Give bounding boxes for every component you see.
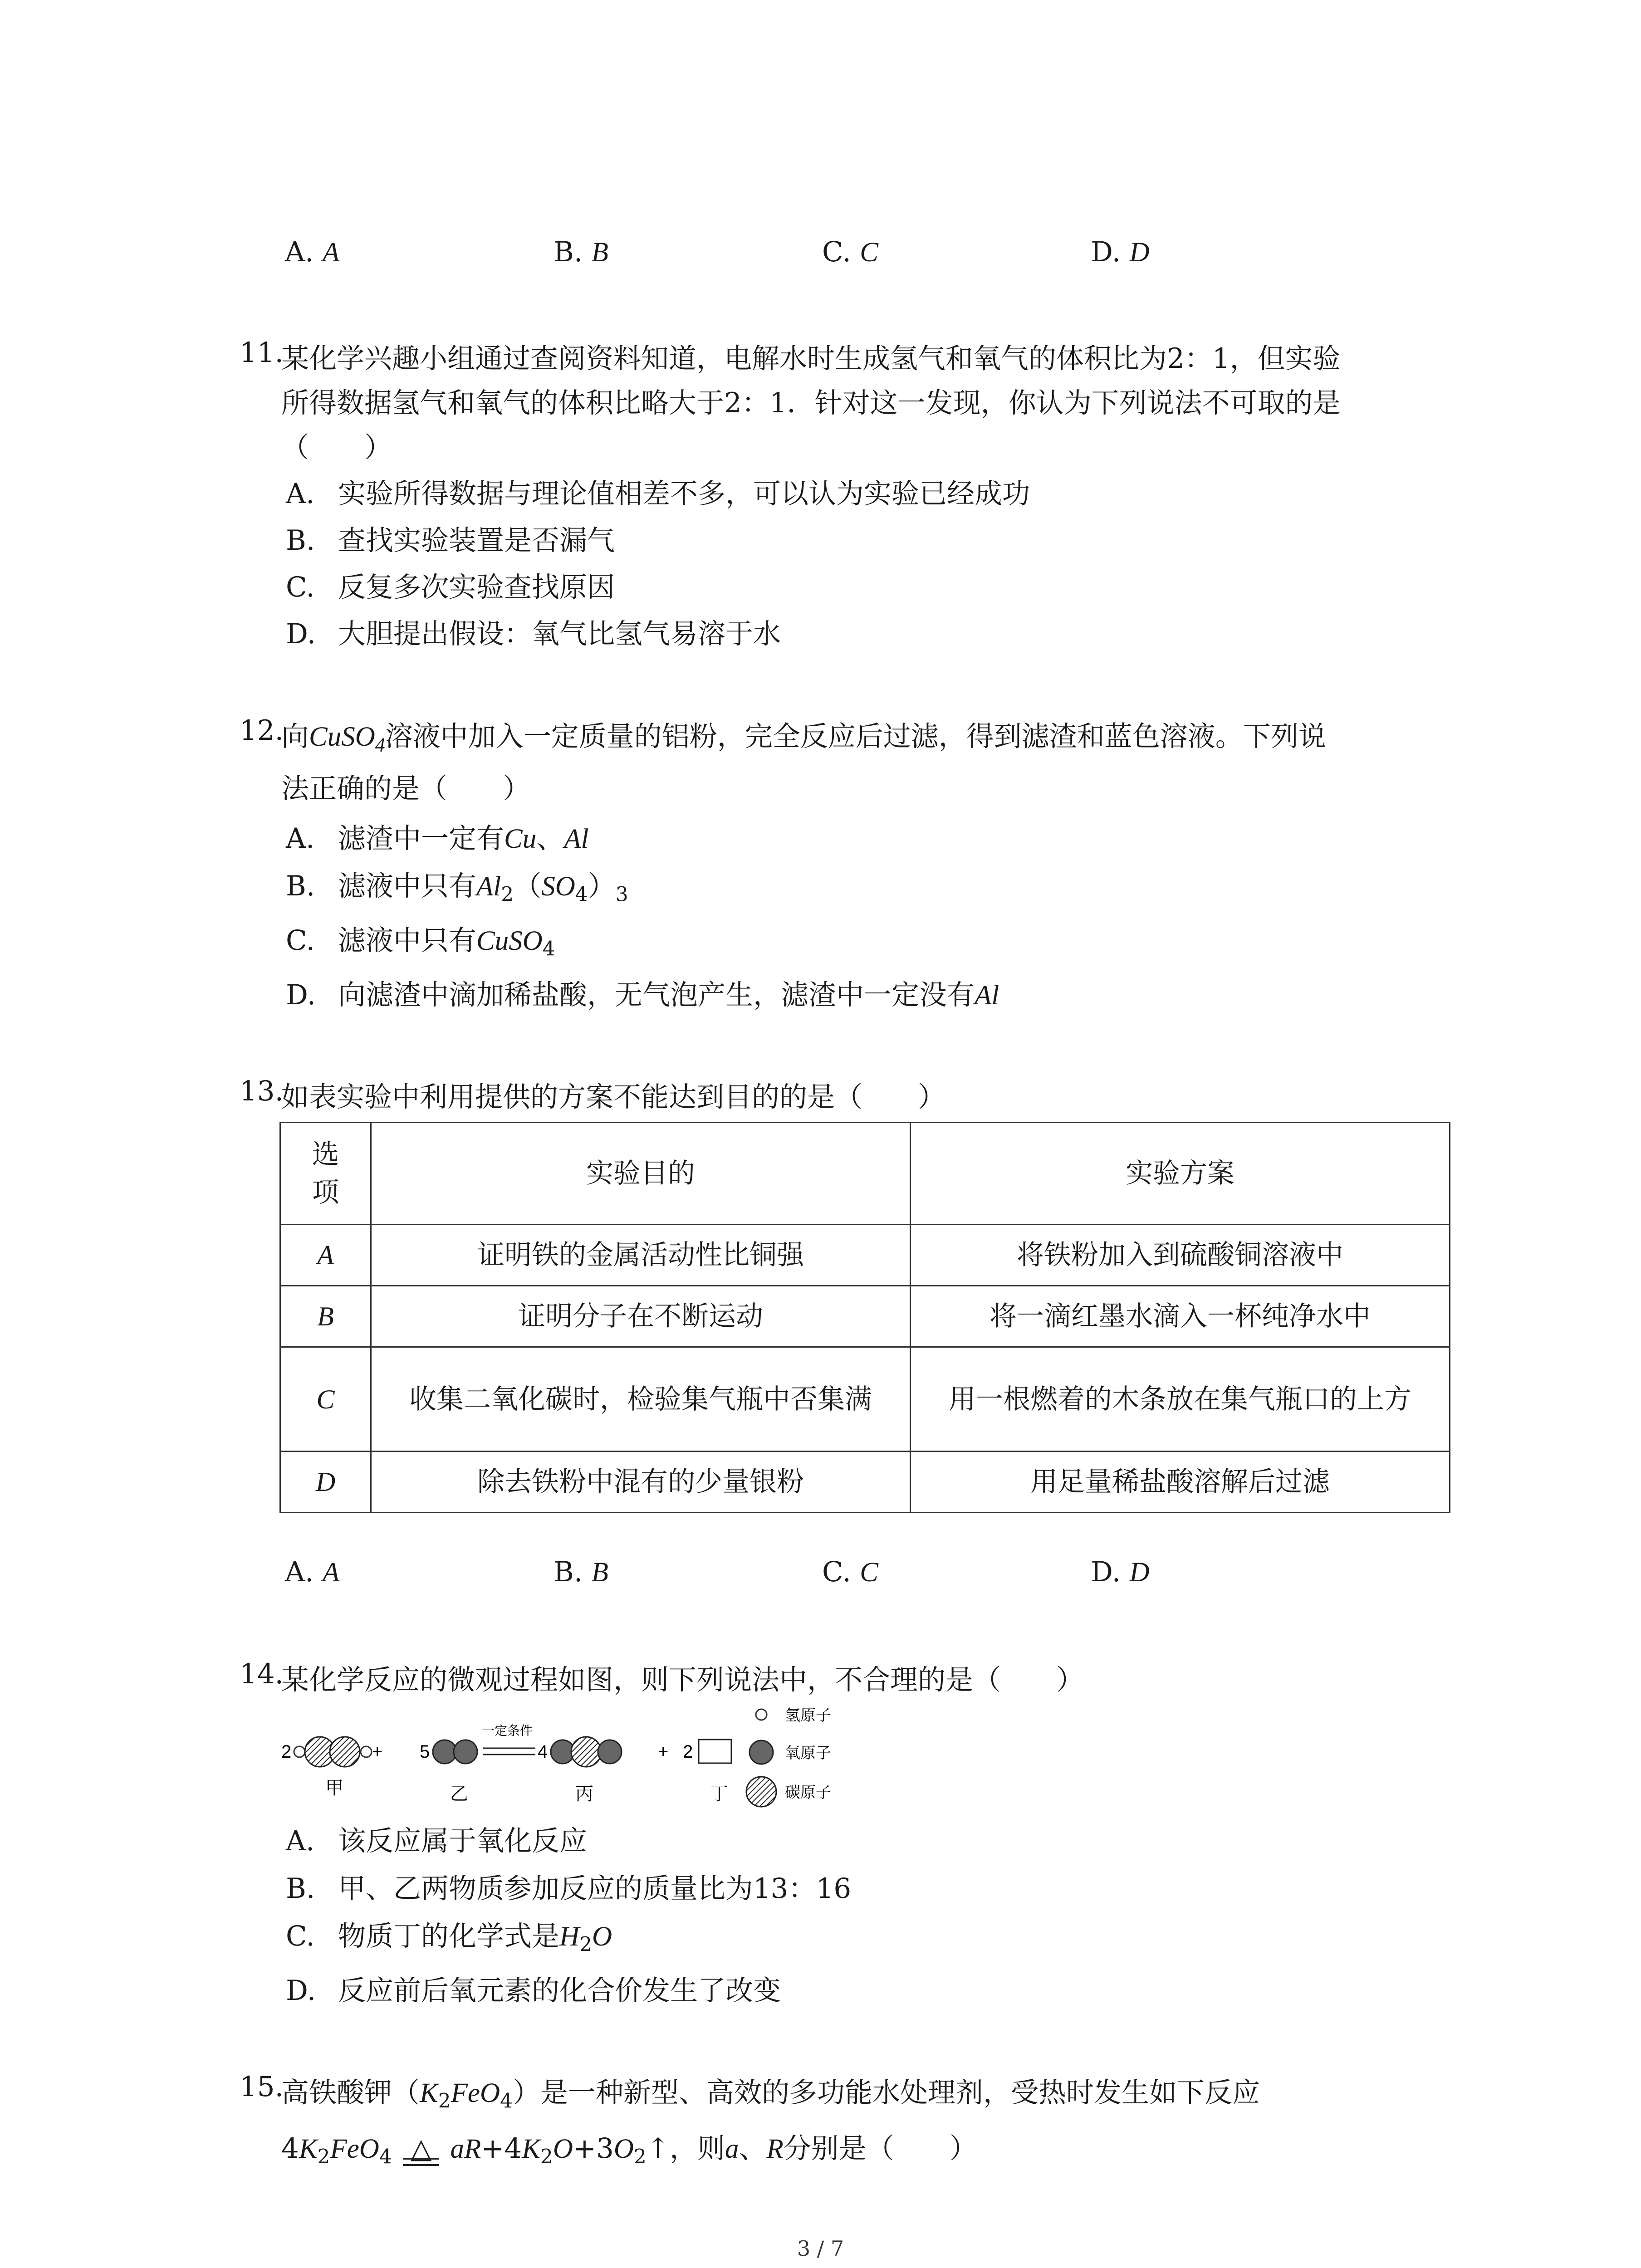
prev-option-d[interactable]: D. D bbox=[1091, 236, 1150, 268]
oxygen-atom bbox=[598, 1740, 622, 1764]
table-row bbox=[280, 1452, 1450, 1513]
option-d[interactable]: D. 大胆提出假设：氧气比氢气易溶于水 bbox=[286, 618, 781, 650]
option-a[interactable]: A. 实验所得数据与理论值相差不多，可以认为实验已经成功 bbox=[286, 478, 1030, 510]
option-c[interactable]: C. 反复多次实验查找原因 bbox=[286, 571, 615, 603]
molecule-yi bbox=[433, 1740, 477, 1764]
table-row bbox=[280, 1286, 1450, 1347]
reaction-equation: $4K_2FeO_4$ △ $aR+4K_2O+3O_2↑$，则a、R分别是（ ） bbox=[281, 2132, 977, 2169]
plus-sign: + bbox=[658, 1742, 669, 1762]
legend-oxygen-icon bbox=[749, 1740, 773, 1764]
legend-carbon: 碳原子 bbox=[785, 1784, 831, 1801]
prev-option-a[interactable]: A. A bbox=[285, 236, 340, 268]
row-plan: 用足量稀盐酸溶解后过滤 bbox=[911, 1452, 1450, 1513]
option-a[interactable]: A. 滤渣中一定有Cu、Al bbox=[286, 822, 589, 855]
experiment-table bbox=[279, 1122, 1450, 1513]
molecule-jia bbox=[294, 1737, 372, 1767]
carbon-atom bbox=[571, 1737, 601, 1767]
row-plan: 将铁粉加入到硫酸铜溶液中 bbox=[911, 1225, 1450, 1286]
molecule-bing bbox=[551, 1737, 622, 1767]
option-b[interactable]: B. 滤液中只有$Al_2(SO_4)_3$ bbox=[286, 870, 628, 906]
legend-oxygen: 氧原子 bbox=[785, 1745, 831, 1762]
option-b[interactable]: B. 查找实验装置是否漏气 bbox=[286, 524, 615, 557]
header-purpose: 实验目的 bbox=[371, 1123, 911, 1225]
hydrogen-atom bbox=[294, 1746, 305, 1757]
row-purpose: 证明分子在不断运动 bbox=[371, 1286, 911, 1347]
row-purpose: 除去铁粉中混有的少量银粉 bbox=[371, 1452, 911, 1513]
question-stem: 法正确的是（ ） bbox=[281, 772, 531, 805]
option-c[interactable]: C. C bbox=[822, 1556, 878, 1588]
row-purpose: 收集二氧化碳时，检验集气瓶中否集满 bbox=[371, 1347, 911, 1452]
label-ding: 丁 bbox=[710, 1784, 728, 1804]
question-number: 13. bbox=[240, 1075, 284, 1107]
option-c[interactable]: C. 滤液中只有CuSO$_4$ bbox=[286, 924, 555, 961]
question-number: 15. bbox=[240, 2071, 284, 2103]
prev-option-b[interactable]: B. B bbox=[554, 236, 608, 268]
header-option: 选 项 bbox=[280, 1123, 371, 1225]
option-d[interactable]: D. 反应前后氧元素的化合价发生了改变 bbox=[286, 1975, 781, 2007]
option-d[interactable]: D. 向滤渣中滴加稀盐酸，无气泡产生，滤渣中一定没有Al bbox=[286, 979, 999, 1011]
question-number: 11. bbox=[240, 337, 284, 369]
option-c[interactable]: C. 物质丁的化学式是$H_2O$ bbox=[286, 1920, 612, 1956]
reaction-micro-diagram bbox=[281, 1701, 1007, 1819]
row-option: D bbox=[280, 1452, 371, 1513]
prev-option-c[interactable]: C. C bbox=[822, 236, 878, 268]
question-stem: 某化学反应的微观过程如图，则下列说法中，不合理的是（ ） bbox=[281, 1664, 1084, 1696]
question-stem: 如表实验中利用提供的方案不能达到目的的是（ ） bbox=[281, 1081, 946, 1113]
page-number: 3 / 7 bbox=[797, 2236, 844, 2261]
question-number: 14. bbox=[240, 1658, 284, 1690]
row-option: C bbox=[280, 1347, 371, 1452]
table-header-row bbox=[280, 1123, 1450, 1225]
question-stem: 向CuSO$_4$溶液中加入一定质量的铝粉，完全反应后过滤，得到滤渣和蓝色溶液。下列说 bbox=[281, 720, 1326, 756]
row-option: B bbox=[280, 1286, 371, 1347]
hydrogen-atom bbox=[361, 1746, 372, 1757]
reaction-condition: 一定条件 bbox=[482, 1724, 533, 1738]
coef-jia: 2 bbox=[281, 1742, 292, 1762]
header-plan: 实验方案 bbox=[911, 1123, 1450, 1225]
oxygen-atom bbox=[433, 1740, 456, 1764]
unknown-molecule-box bbox=[699, 1740, 731, 1763]
row-plan: 用一根燃着的木条放在集气瓶口的上方 bbox=[911, 1347, 1450, 1452]
row-purpose: 证明铁的金属活动性比铜强 bbox=[371, 1225, 911, 1286]
row-plan: 将一滴红墨水滴入一杯纯净水中 bbox=[911, 1286, 1450, 1347]
legend-hydrogen: 氢原子 bbox=[785, 1707, 831, 1724]
label-yi: 乙 bbox=[450, 1784, 468, 1804]
table-row bbox=[280, 1347, 1450, 1452]
label-bing: 丙 bbox=[575, 1784, 593, 1804]
table-row bbox=[280, 1225, 1450, 1286]
question-number: 12. bbox=[240, 714, 284, 747]
question-stem: 所得数据氢气和氧气的体积比略大于2：1．针对这一发现，你认为下列说法不可取的是 bbox=[281, 387, 1341, 419]
coef-ding: 2 bbox=[683, 1742, 693, 1762]
carbon-atom bbox=[330, 1737, 360, 1767]
question-stem: 高铁酸钾$(K_2FeO_4)$是一种新型、高效的多功能水处理剂，受热时发生如下反应 bbox=[281, 2077, 1260, 2113]
oxygen-atom bbox=[454, 1740, 477, 1764]
option-d[interactable]: D. D bbox=[1091, 1556, 1150, 1588]
option-a[interactable]: A. 该反应属于氧化反应 bbox=[286, 1825, 588, 1857]
option-a[interactable]: A. A bbox=[285, 1556, 340, 1588]
option-b[interactable]: B. B bbox=[554, 1556, 608, 1588]
legend-carbon-icon bbox=[746, 1777, 776, 1807]
legend-hydrogen-icon bbox=[756, 1709, 767, 1720]
plus-sign: + bbox=[372, 1742, 383, 1762]
heating-condition: △ bbox=[401, 2135, 441, 2162]
label-jia: 甲 bbox=[325, 1778, 343, 1798]
coef-yi: 5 bbox=[420, 1742, 430, 1762]
answer-blank: （ ） bbox=[281, 431, 392, 464]
question-stem: 某化学兴趣小组通过查阅资料知道，电解水时生成氢气和氧气的体积比为2：1，但实验 bbox=[281, 342, 1341, 375]
row-option: A bbox=[280, 1225, 371, 1286]
option-b[interactable]: B. 甲、乙两物质参加反应的质量比为13：16 bbox=[286, 1872, 852, 1905]
coef-bing: 4 bbox=[538, 1742, 548, 1762]
